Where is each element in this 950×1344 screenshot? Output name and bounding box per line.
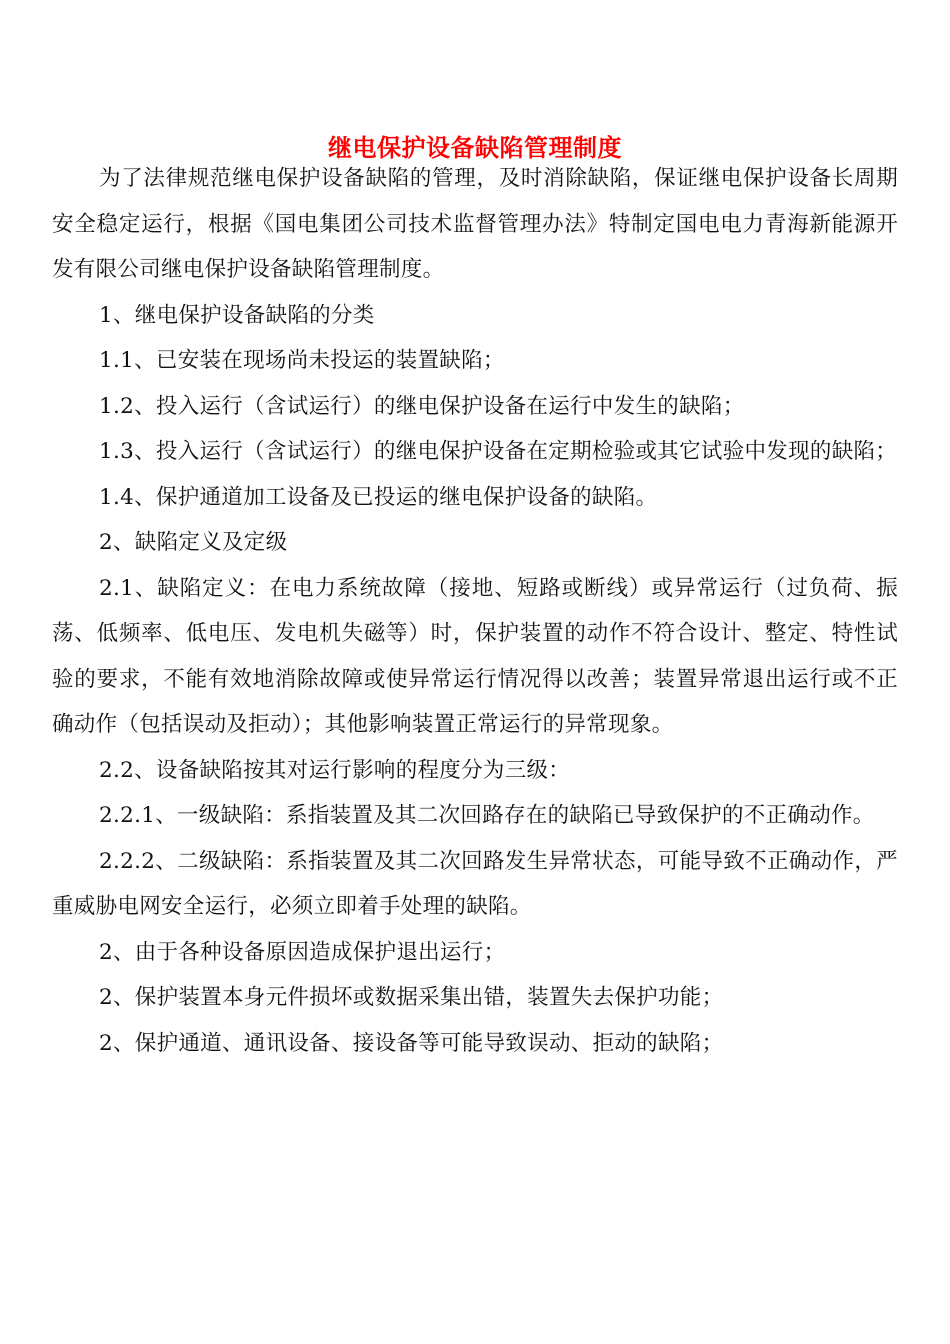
paragraph-2-2: 2.2、设备缺陷按其对运行影响的程度分为三级： bbox=[99, 757, 571, 783]
paragraph-1-4: 1.4、保护通道加工设备及已投运的继电保护设备的缺陷。 bbox=[99, 484, 658, 510]
list-item-protection-exit: 2、由于各种设备原因造成保护退出运行； bbox=[99, 939, 506, 965]
list-item-channel-defect: 2、保护通道、通讯设备、接设备等可能导致误动、拒动的缺陷； bbox=[99, 1030, 724, 1056]
paragraph-1-1: 1.1、已安装在现场尚未投运的装置缺陷； bbox=[99, 348, 505, 373]
document-body bbox=[52, 156, 898, 1066]
paragraph-2-2-2: 2.2.2、二级缺陷：系指装置及其二次回路发生异常状态，可能导致不正确动作，严重威胁电网安全运行，必须立即着手处理的缺陷。 bbox=[52, 848, 898, 919]
paragraph-intro: 为了法律规范继电保护设备缺陷的管理，及时消除缺陷，保证继电保护设备长周期安全稳定运行，根据《国电集团公司技术监督管理办法》特制定国电电力青海新能源开发有限公司继电保护设备缺陷管理制度。 bbox=[52, 166, 898, 282]
paragraph-1-2: 1.2、投入运行（含试运行）的继电保护设备在运行中发生的缺陷； bbox=[99, 393, 745, 419]
paragraph-2-2-1: 2.2.1、一级缺陷：系指装置及其二次回路存在的缺陷已导致保护的不正确动作。 bbox=[99, 803, 875, 828]
document-title: 继电保护设备缺陷管理制度 bbox=[328, 133, 622, 163]
heading-defect-definition: 2、缺陷定义及定级 bbox=[99, 530, 288, 555]
list-item-component-damage: 2、保护装置本身元件损坏或数据采集出错，装置失去保护功能； bbox=[99, 985, 724, 1010]
heading-defect-classification: 1、继电保护设备缺陷的分类 bbox=[99, 302, 375, 328]
paragraph-2-1: 2.1、缺陷定义：在电力系统故障（接地、短路或断线）或异常运行（过负荷、振荡、低频率、低电压、发电机失磁等）时，保护装置的动作不符合设计、整定、特性试验的要求，不能有效地消除故障或使异常运行情况得以改善；装置异常退出运行或不正确动作（包括误动及拒动）；其他影响装置正常运行的异常现象。 bbox=[52, 575, 898, 737]
paragraph-1-3: 1.3、投入运行（含试运行）的继电保护设备在定期检验或其它试验中发现的缺陷； bbox=[99, 439, 898, 464]
